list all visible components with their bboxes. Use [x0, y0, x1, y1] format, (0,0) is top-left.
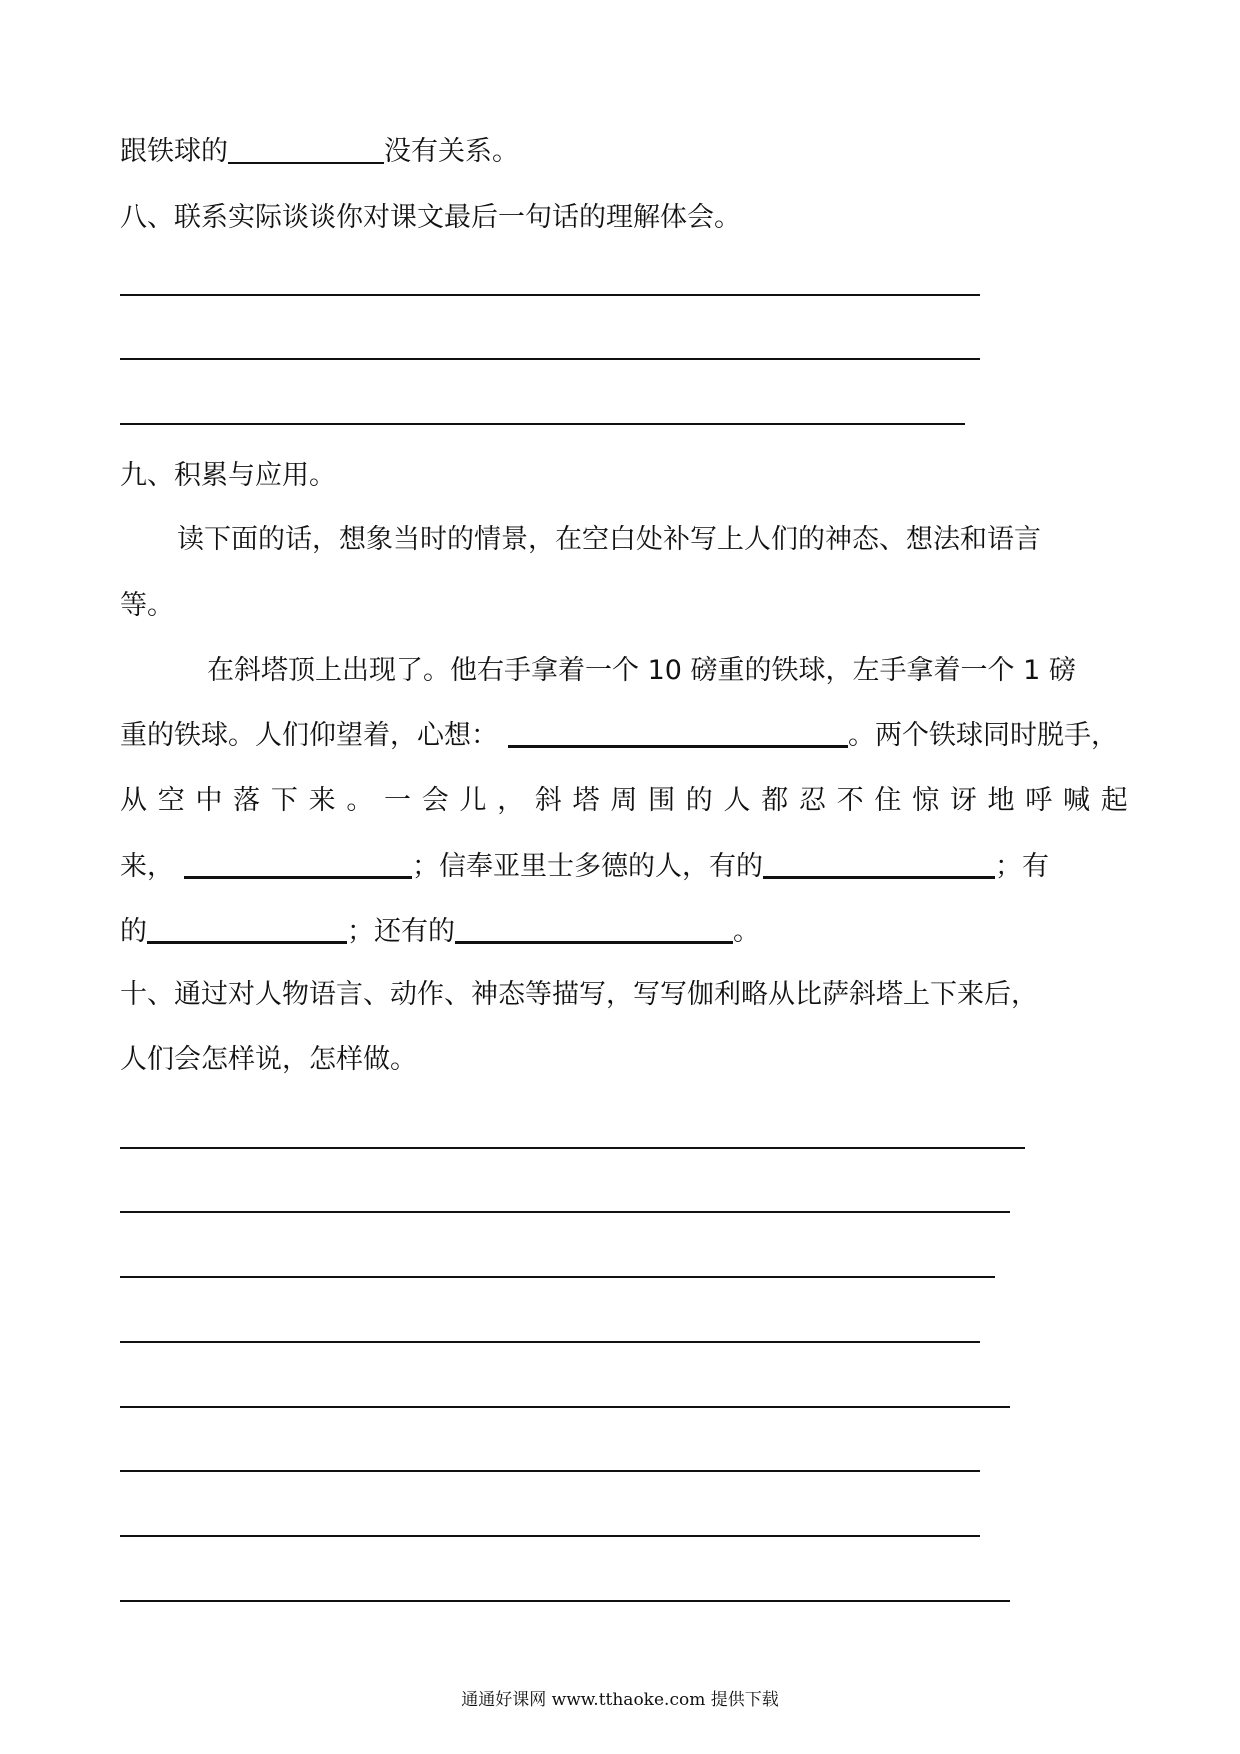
q9-blank-shout[interactable]	[184, 850, 412, 879]
q9-blank-others[interactable]	[147, 915, 347, 944]
q9-char: 会	[421, 785, 449, 816]
q8-answer-line-1[interactable]	[120, 294, 980, 296]
q9-blank-still-others[interactable]	[455, 915, 733, 944]
q10-heading-line-1: 十、通过对人物语言、动作、神态等描写，写写伽利略从比萨斜塔上下来后，	[120, 979, 1038, 1010]
q9-char: 人	[723, 785, 751, 816]
q9-char: 忍	[798, 785, 826, 816]
q10-answer-line-5[interactable]	[120, 1406, 1010, 1408]
q7-tail-line	[120, 132, 519, 172]
q9-instruction-line-2: 等。	[120, 590, 174, 621]
q9-char: 周	[610, 785, 638, 816]
q7-suffix: 没有关系。	[384, 136, 519, 167]
q9-blank-thought[interactable]	[508, 719, 848, 748]
q9-char: ，	[497, 785, 525, 816]
q10-answer-line-2[interactable]	[120, 1211, 1010, 1213]
q10-answer-line-6[interactable]	[120, 1470, 980, 1472]
q9-char: 中	[195, 785, 223, 816]
q9-char: 围	[648, 785, 676, 816]
q9-passage-line-3	[120, 781, 1128, 821]
q9-passage-4c: ；有	[995, 851, 1049, 882]
q9-char: 都	[761, 785, 789, 816]
q9-passage-5b: ；还有的	[347, 916, 455, 947]
q9-passage-5a: 的	[120, 916, 147, 947]
q10-answer-line-8[interactable]	[120, 1600, 1010, 1602]
q10-answer-line-7[interactable]	[120, 1535, 980, 1537]
q9-char: 住	[874, 785, 902, 816]
q9-passage-line-1: 在斜塔顶上出现了。他右手拿着一个 10 磅重的铁球，左手拿着一个 1 磅	[207, 655, 1076, 686]
q8-answer-line-3[interactable]	[120, 423, 965, 425]
q9-passage-2a: 重的铁球。人们仰望着，心想：	[120, 720, 498, 751]
q10-answer-line-3[interactable]	[120, 1276, 995, 1278]
q8-answer-line-2[interactable]	[120, 358, 980, 360]
q9-passage-line-4	[120, 847, 1049, 887]
q9-passage-line-5	[120, 912, 760, 952]
q9-passage-4b: ；信奉亚里士多德的人，有的	[412, 851, 763, 882]
q9-char: 地	[987, 785, 1015, 816]
q9-char: 落	[233, 785, 261, 816]
q9-char: 塔	[572, 785, 600, 816]
q10-answer-line-1[interactable]	[120, 1147, 1025, 1149]
q9-char: 喊	[1062, 785, 1090, 816]
q9-char: 空	[157, 785, 185, 816]
q7-prefix: 跟铁球的	[120, 136, 228, 167]
q9-char: 下	[270, 785, 298, 816]
q9-passage-2b: 。两个铁球同时脱手，	[848, 720, 1118, 751]
q7-blank[interactable]	[228, 136, 384, 164]
q9-instruction-line-1: 读下面的话，想象当时的情景，在空白处补写上人们的神态、想法和语言	[177, 524, 1041, 555]
q9-passage-4a: 来，	[120, 851, 174, 882]
q9-char: 不	[836, 785, 864, 816]
q9-char: 。	[346, 785, 374, 816]
q9-heading: 九、积累与应用。	[120, 460, 336, 491]
footer-credit: 通通好课网 www.tthaoke.com 提供下载	[461, 1690, 779, 1710]
q9-char: 从	[120, 785, 147, 816]
q9-char: 的	[685, 785, 713, 816]
q8-heading: 八、联系实际谈谈你对课文最后一句话的理解体会。	[120, 202, 741, 233]
q9-char: 呼	[1025, 785, 1053, 816]
q10-answer-line-4[interactable]	[120, 1341, 980, 1343]
q9-char: 斜	[534, 785, 562, 816]
q9-char: 惊	[912, 785, 940, 816]
q10-heading-line-2: 人们会怎样说，怎样做。	[120, 1044, 417, 1075]
q9-char: 儿	[459, 785, 487, 816]
q9-passage-5c: 。	[733, 916, 760, 947]
q9-char: 起	[1100, 785, 1128, 816]
q9-char: 一	[384, 785, 412, 816]
q9-passage-line-2	[120, 716, 1118, 756]
q9-char: 讶	[949, 785, 977, 816]
q9-char: 来	[308, 785, 336, 816]
q9-blank-some[interactable]	[763, 850, 995, 879]
